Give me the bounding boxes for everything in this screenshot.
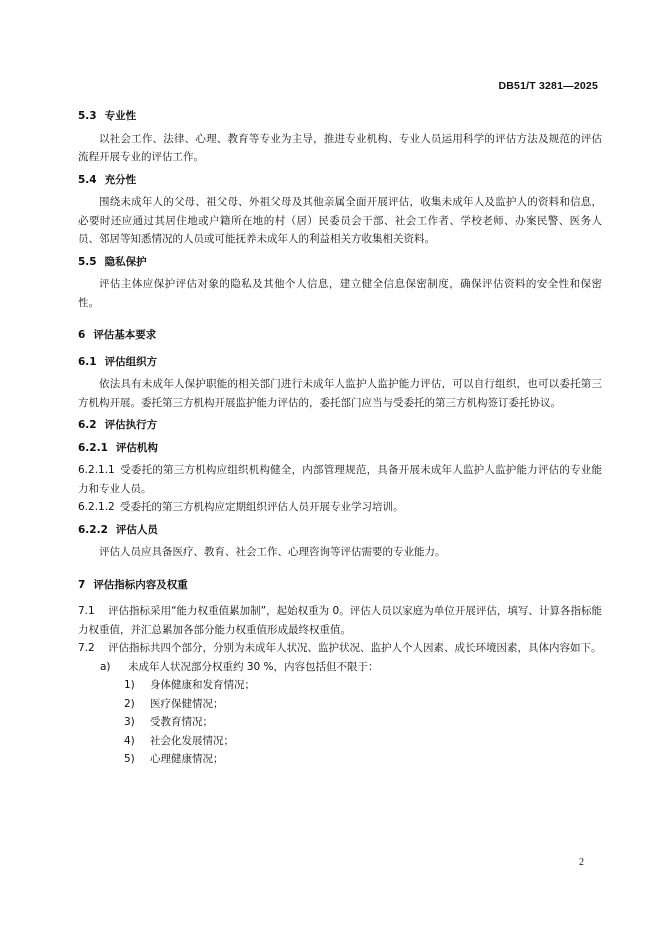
clause-text: 受委托的第三方机构应定期组织评估人员开展专业学习培训。 xyxy=(120,501,404,513)
section-title: 评估人员 xyxy=(115,523,158,536)
section-number: 5.3 xyxy=(78,110,97,122)
list-label: a) xyxy=(100,660,111,673)
section-5-3-text: 以社会工作、法律、心理、教育等专业为主导，推进专业机构、专业人员运用科学的评估方法及规范的评估流程开展专业的评估工作。 xyxy=(78,132,602,163)
clause-text: 评估指标采用“能力权重值累加制”，起始权重为 0。评估人员以家庭为单位开展评估，填写、计算各指标能力权重值，并汇总累加各部分能力权重值形成最终权重值。 xyxy=(78,605,602,636)
chapter-title: 评估指标内容及权重 xyxy=(93,578,188,591)
section-6-1-text: 依法具有未成年人保护职能的相关部门进行未成年人监护人监护能力评估，可以自行组织，也可以委托第三方机构开展。委托第三方机构开展监护能力评估的，委托部门应当与受委托的第三方机构签订委托协议。 xyxy=(78,378,602,409)
section-title: 评估组织方 xyxy=(104,355,158,368)
list-text: 受教育情况； xyxy=(150,716,213,728)
standard-code: DB51/T 3281—2025 xyxy=(498,80,598,92)
section-title: 专业性 xyxy=(104,110,137,122)
chapter-title: 评估基本要求 xyxy=(93,329,157,341)
list-label: 5) xyxy=(124,753,135,765)
section-5-5-heading xyxy=(78,253,602,272)
section-5-4-heading xyxy=(78,171,602,190)
clause-6-2-1-1 xyxy=(78,461,602,498)
clause-7-2 xyxy=(78,639,602,658)
list-item-5 xyxy=(78,750,602,769)
clause-number: 7.1 xyxy=(78,605,95,617)
list-item-4 xyxy=(78,732,602,751)
chapter-7-heading xyxy=(78,576,602,595)
section-title: 评估机构 xyxy=(115,441,158,454)
list-item-2 xyxy=(78,695,602,714)
section-number: 6.2.2 xyxy=(78,523,108,536)
page-number: 2 xyxy=(579,857,584,868)
list-text: 心理健康情况； xyxy=(150,753,224,765)
section-6-2-heading xyxy=(78,416,602,435)
chapter-number: 7 xyxy=(78,578,86,591)
clause-7-1 xyxy=(78,602,602,639)
list-text: 未成年人状况部分权重约 30 %，内容包括但不限于： xyxy=(128,660,379,673)
section-number: 5.4 xyxy=(78,173,97,186)
section-number: 6.2.1 xyxy=(78,441,108,454)
section-6-2-1-heading xyxy=(78,439,602,458)
clause-number: 6.2.1.1 xyxy=(78,464,115,476)
section-title: 隐私保护 xyxy=(104,255,147,268)
list-label: 4) xyxy=(124,734,135,747)
clause-text: 评估指标共四个部分，分别为未成年人状况、监护状况、监护人个人因素、成长环境因素，具体内容如下。 xyxy=(108,642,602,654)
section-6-1-heading xyxy=(78,353,602,372)
section-6-2-2-text: 评估人员应具备医疗、教育、社会工作、心理咨询等评估需要的专业能力。 xyxy=(99,546,446,558)
list-text: 身体健康和发育情况； xyxy=(150,679,255,691)
list-text: 社会化发展情况； xyxy=(150,734,234,747)
document-body xyxy=(78,107,602,769)
clause-text: 受委托的第三方机构应组织机构健全，内部管理规范，具备开展未成年人监护人监护能力评估的专业能力和专业人员。 xyxy=(78,464,602,495)
section-title: 评估执行方 xyxy=(104,419,158,431)
list-item-1 xyxy=(78,676,602,695)
section-title: 充分性 xyxy=(104,173,137,186)
list-text: 医疗保健情况； xyxy=(150,697,224,710)
list-item-a xyxy=(78,658,602,677)
chapter-number: 6 xyxy=(78,329,86,341)
list-item-3 xyxy=(78,713,602,732)
clause-number: 6.2.1.2 xyxy=(78,501,115,513)
list-label: 2) xyxy=(124,697,135,710)
section-5-4-text: 围绕未成年人的父母、祖父母、外祖父母及其他亲属全面开展评估，收集未成年人及监护人的资料和信息，必要时还应通过其居住地或户籍所在地的村（居）民委员会干部、社会工作者、学校老师、办案民警、医务人员、邻居等知悉情况的人员或可能抚养未成年人的利益相关方收集相关资料。 xyxy=(78,196,602,245)
section-6-2-2-heading xyxy=(78,521,602,540)
clause-number: 7.2 xyxy=(78,642,95,654)
chapter-6-heading xyxy=(78,326,602,345)
section-number: 6.2 xyxy=(78,419,97,431)
clause-6-2-1-2 xyxy=(78,498,602,517)
list-label: 1) xyxy=(124,679,135,691)
section-number: 5.5 xyxy=(78,255,97,268)
section-5-3-heading xyxy=(78,107,602,126)
section-number: 6.1 xyxy=(78,355,97,368)
section-5-5-text: 评估主体应保护评估对象的隐私及其他个人信息，建立健全信息保密制度，确保评估资料的安全性和保密性。 xyxy=(78,278,602,309)
list-label: 3) xyxy=(124,716,135,728)
